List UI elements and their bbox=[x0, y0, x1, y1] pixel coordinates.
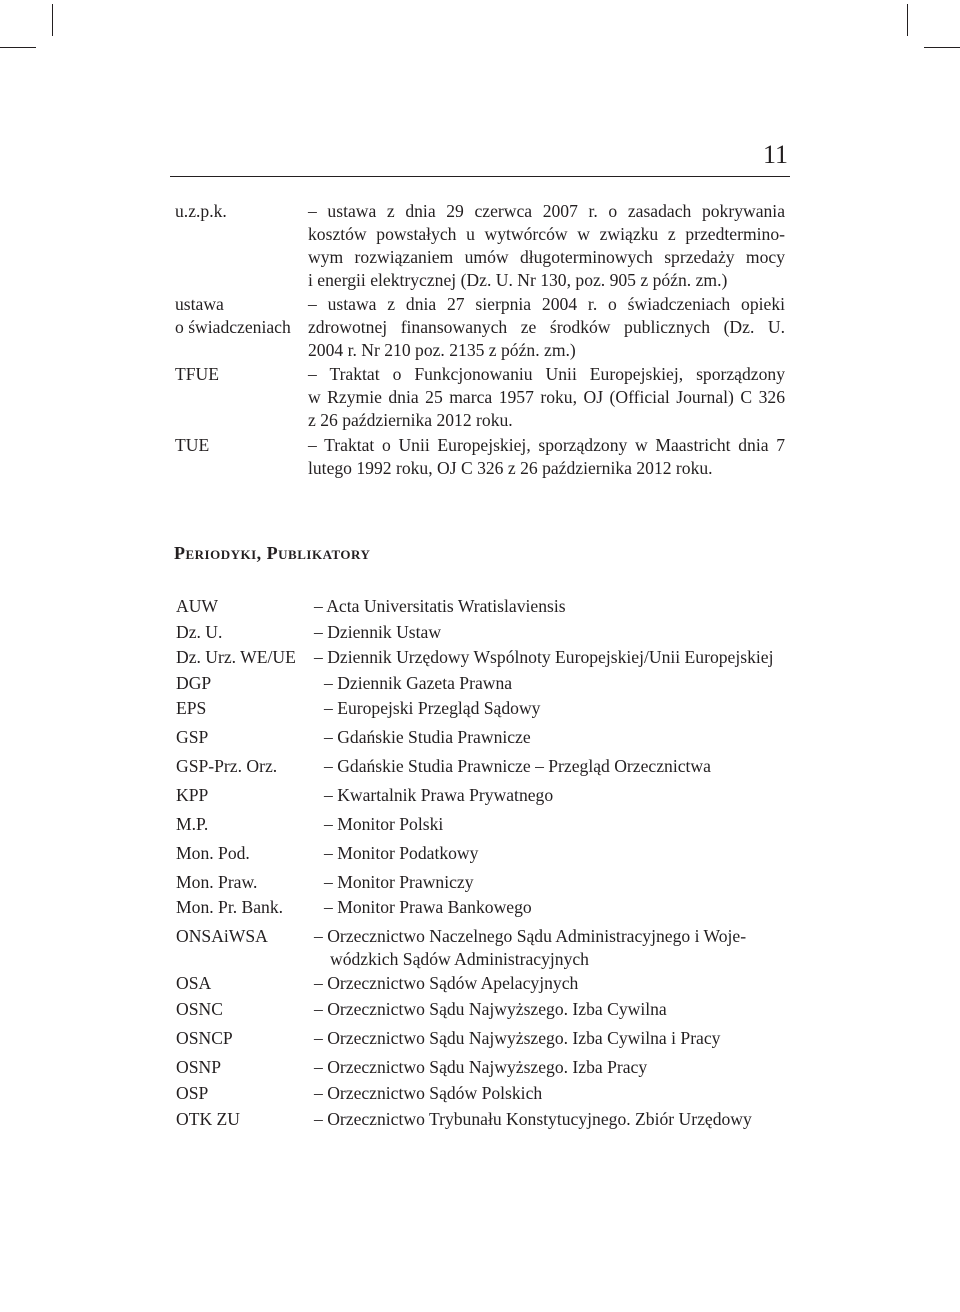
periodical-full-name-line: – Orzecznictwo Sądu Najwyższego. Izba Cywilna i Pracy bbox=[314, 1028, 721, 1048]
definition-line: – ustawa z dnia 29 czerwca 2007 r. o zasadach pokrywania bbox=[308, 201, 785, 221]
periodical-full-name-line: – Acta Universitatis Wratislaviensis bbox=[314, 596, 566, 616]
abbreviation-term-line: TUE bbox=[175, 435, 210, 455]
periodical-full-name bbox=[324, 896, 532, 919]
periodical-abbreviation: OSNP bbox=[176, 1057, 221, 1077]
abbreviation-term-line: u.z.p.k. bbox=[175, 201, 227, 221]
periodical-full-name-line: – Monitor Prawa Bankowego bbox=[324, 897, 532, 917]
abbreviation-term-line: o świadczeniach bbox=[175, 317, 291, 337]
periodical-full-name-line: – Europejski Przegląd Sądowy bbox=[324, 698, 541, 718]
periodical-full-name-line: – Dziennik Gazeta Prawna bbox=[324, 673, 513, 693]
periodical-full-name-line: – Orzecznictwo Sądu Najwyższego. Izba Cywilna bbox=[314, 999, 667, 1019]
periodical-full-name-line: – Dziennik Ustaw bbox=[314, 622, 442, 642]
periodical-full-name bbox=[314, 1027, 720, 1050]
periodical-full-name-line: – Dziennik Urzędowy Wspólnoty Europejskiej/Unii Europejskiej bbox=[314, 647, 774, 667]
periodical-full-name bbox=[324, 726, 531, 749]
periodical-abbreviation: OSA bbox=[176, 973, 212, 993]
periodical-full-name bbox=[314, 925, 746, 971]
periodical-full-name bbox=[324, 871, 474, 894]
crop-mark-top-right-vertical bbox=[907, 4, 908, 36]
periodical-full-name bbox=[324, 697, 540, 720]
periodical-full-name-line: – Orzecznictwo Sądów Apelacyjnych bbox=[314, 973, 579, 993]
periodical-abbreviation: DGP bbox=[176, 673, 212, 693]
abbreviation-term bbox=[175, 363, 219, 386]
abbreviation-definition bbox=[308, 434, 785, 480]
definition-line: 2004 r. Nr 210 poz. 2135 z późn. zm.) bbox=[308, 340, 576, 360]
crop-mark-top-right-horizontal bbox=[924, 47, 960, 48]
definition-line: zdrowotnej finansowanych ze środków publicznych (Dz. U. bbox=[308, 317, 785, 337]
crop-mark-top-left-horizontal bbox=[0, 47, 36, 48]
definition-line: i energii elektrycznej (Dz. U. Nr 130, poz. 905 z późn. zm.) bbox=[308, 270, 728, 290]
periodical-full-name-line: – Orzecznictwo Sądów Polskich bbox=[314, 1083, 543, 1103]
abbreviation-definition bbox=[308, 200, 785, 292]
crop-mark-top-left-vertical bbox=[52, 4, 53, 36]
abbreviation-term bbox=[175, 434, 209, 457]
periodical-full-name-line: – Kwartalnik Prawa Prywatnego bbox=[324, 785, 554, 805]
definition-line: – ustawa z dnia 27 sierpnia 2004 r. o świadczeniach opieki bbox=[308, 294, 785, 314]
periodical-full-name bbox=[324, 813, 443, 836]
periodical-full-name bbox=[314, 998, 667, 1021]
periodical-full-name-line: – Monitor Prawniczy bbox=[324, 872, 474, 892]
definition-line: w Rzymie dnia 25 marca 1957 roku, OJ (Official Journal) C 326 bbox=[308, 387, 785, 407]
periodical-full-name bbox=[314, 595, 566, 618]
periodical-abbreviation: Dz. U. bbox=[176, 622, 223, 642]
periodical-full-name-line: – Gdańskie Studia Prawnicze – Przegląd Orzecznictwa bbox=[324, 756, 711, 776]
periodical-abbreviation: Dz. Urz. WE/UE bbox=[176, 647, 296, 667]
abbreviation-definition bbox=[308, 293, 785, 362]
periodical-abbreviation: OSNCP bbox=[176, 1028, 233, 1048]
definition-line: – Traktat o Unii Europejskiej, sporządzony w Maastricht dnia 7 bbox=[308, 435, 785, 455]
periodical-abbreviation: KPP bbox=[176, 785, 209, 805]
periodical-full-name bbox=[314, 621, 441, 644]
definition-line: lutego 1992 roku, OJ C 326 z 26 października 2012 roku. bbox=[308, 458, 713, 478]
periodical-abbreviation: GSP-Prz. Orz. bbox=[176, 756, 278, 776]
periodical-full-name-line: – Gdańskie Studia Prawnicze bbox=[324, 727, 531, 747]
periodical-full-name-line: – Monitor Podatkowy bbox=[324, 843, 479, 863]
periodical-full-name-line: – Orzecznictwo Trybunału Konstytucyjnego. Zbiór Urzędowy bbox=[314, 1109, 752, 1129]
abbreviation-term-line: TFUE bbox=[175, 364, 219, 384]
periodical-full-name-line: wódzkich Sądów Administracyjnych bbox=[330, 949, 589, 969]
periodical-abbreviation: ONSAiWSA bbox=[176, 926, 268, 946]
periodical-full-name-line: – Orzecznictwo Sądu Najwyższego. Izba Pracy bbox=[314, 1057, 648, 1077]
periodical-abbreviation: Mon. Praw. bbox=[176, 872, 258, 892]
abbreviation-term bbox=[175, 200, 227, 223]
abbreviation-term bbox=[175, 293, 291, 339]
periodical-full-name bbox=[324, 672, 512, 695]
periodical-abbreviation: EPS bbox=[176, 698, 207, 718]
definition-line: kosztów powstałych u wytwórców w związku z przedtermino- bbox=[308, 224, 785, 244]
periodical-abbreviation: GSP bbox=[176, 727, 209, 747]
definition-line: wym rozwiązaniem umów długoterminowych sprzedaży mocy bbox=[308, 247, 785, 267]
periodical-full-name-line: – Monitor Polski bbox=[324, 814, 444, 834]
periodical-full-name bbox=[314, 1056, 647, 1079]
section-heading: Periodyki, Publikatory bbox=[174, 543, 371, 563]
periodical-abbreviation: AUW bbox=[176, 596, 219, 616]
periodical-full-name bbox=[314, 646, 773, 669]
periodical-abbreviation: M.P. bbox=[176, 814, 209, 834]
definition-line: – Traktat o Funkcjonowaniu Unii Europejskiej, sporządzony bbox=[308, 364, 785, 384]
definition-line: z 26 października 2012 roku. bbox=[308, 410, 513, 430]
periodical-abbreviation: OSNC bbox=[176, 999, 223, 1019]
abbreviation-term-line: ustawa bbox=[175, 294, 224, 314]
periodical-full-name bbox=[324, 842, 478, 865]
page-number: 11 bbox=[762, 140, 788, 169]
header-rule bbox=[170, 176, 790, 177]
abbreviation-definition bbox=[308, 363, 785, 432]
periodical-full-name bbox=[324, 755, 711, 778]
periodical-full-name bbox=[314, 972, 578, 995]
periodical-abbreviation: Mon. Pod. bbox=[176, 843, 250, 863]
periodical-abbreviation: OSP bbox=[176, 1083, 209, 1103]
periodical-full-name bbox=[314, 1108, 752, 1131]
periodical-abbreviation: OTK ZU bbox=[176, 1109, 241, 1129]
periodical-abbreviation: Mon. Pr. Bank. bbox=[176, 897, 284, 917]
periodical-full-name bbox=[314, 1082, 542, 1105]
periodical-full-name bbox=[324, 784, 553, 807]
periodical-full-name-line: – Orzecznictwo Naczelnego Sądu Administracyjnego i Woje- bbox=[314, 926, 747, 946]
